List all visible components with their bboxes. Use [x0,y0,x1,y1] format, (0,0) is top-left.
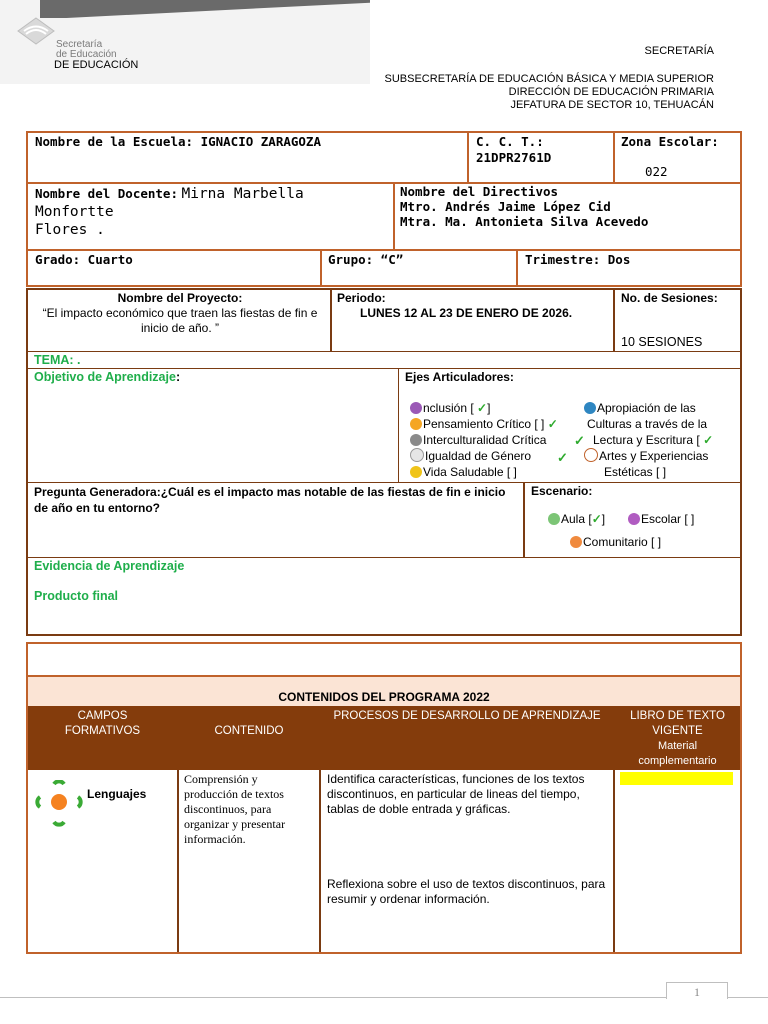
header-secretaria: SECRETARÍA [644,45,714,57]
zona-value: 022 [645,164,668,179]
grado: Grado: Cuarto [35,252,133,267]
apropiacion-icon [584,402,596,414]
logo-subtitle: DE EDUCACIÓN [54,59,139,71]
zona-label: Zona Escolar: [621,134,719,149]
comunitario-icon [570,536,582,548]
eje-apropiacion-label2: Culturas a través de la [587,417,708,431]
objetivo-label: Objetivo de Aprendizaje [34,370,176,384]
pregunta-generadora: Pregunta Generadora:¿Cuál es el impacto mas notable de las fiestas de fin e inicio de año en tu entorno? [34,485,506,515]
header-line1: SUBSECRETARÍA DE EDUCACIÓN BÁSICA Y MEDIA SUPERIOR [384,73,714,85]
logo-line2: de Educación [56,49,117,60]
check-icon: ✓ [574,433,585,448]
eje-inclusion [410,400,558,416]
eje-igualdad [410,448,558,464]
header-lines [385,73,714,112]
objetivo-colon: : [175,370,181,384]
eje-apropiacion-label1: Apropiación de las [597,401,696,415]
footer-line [0,997,768,998]
ejes-left [410,400,558,480]
cct [476,134,551,166]
eje-pensamiento [410,416,558,432]
producto-label: Producto final [34,589,119,603]
escenario-label: Escenario: [531,484,593,498]
grupo: Grupo: “C” [328,252,404,267]
eje-lectura [593,432,713,448]
inclusion-icon [410,402,422,414]
escenario-aula [548,512,605,526]
ejes-right [584,400,707,432]
logo-text [56,40,117,60]
col-libro [620,709,735,769]
eje-vida-label: Vida Saludable [ ] [423,465,517,479]
project-name-value: “El impacto económico que traen las fiestas de fin e inicio de año. ” [42,306,318,335]
docente [35,185,390,239]
ejes-label: Ejes Articuladores: [405,370,514,384]
comunitario-label: Comunitario [ ] [583,535,662,549]
cct-label: C. C. T.: [476,134,544,149]
periodo-value: LUNES 12 AL 23 DE ENERO DE 2026. [360,306,573,320]
eje-igualdad-label: Igualdad de Género [425,449,532,463]
docente-value2: Flores . [35,222,105,238]
escenario-comunitario [570,535,661,549]
aula-icon [548,513,560,525]
col-campos: CAMPOS FORMATIVOS [64,710,141,737]
logo-line1: Secretaría [56,39,103,50]
proceso-1: Identifica características, funciones de los textos discontinuos, en particular de lineas del tiempo, tablas de doble entrada y gráficas. [327,772,585,816]
eje-interculturalidad [410,432,558,448]
check-icon: ✓ [557,450,568,465]
directivo-2: Mtra. Ma. Antonieta Silva Acevedo [400,214,649,229]
escenario-escolar [628,512,694,526]
check-icon: ✓ [547,417,558,431]
col-material: Material complementario [638,740,717,767]
pensamiento-icon [410,418,422,430]
directivos [400,184,648,229]
page-number: 1 [666,982,728,999]
header-line2: DIRECCIÓN DE EDUCACIÓN PRIMARIA [508,86,714,98]
eje-interculturalidad-label: Interculturalidad Crítica [423,433,547,447]
docente-value: Mirna Marbella Monfortte [35,186,304,220]
eje-artes-label1: Artes y Experiencias [599,449,709,463]
directivo-1: Mtro. Andrés Jaime López Cid [400,199,611,214]
eje-pensamiento-label: Pensamiento Crítico [ ] [423,417,545,431]
aula-end: ] [601,512,606,526]
artes-icon [584,448,598,462]
project-name-label: Nombre del Proyecto: [117,291,243,305]
docente-label: Nombre del Docente: [35,186,178,201]
col-contenido: CONTENIDO [214,725,284,737]
eje-vida [410,464,558,480]
objetivo [34,370,180,384]
eje-lectura-label: Lectura y Escritura [ [593,433,700,447]
interculturalidad-icon [410,434,422,446]
escolar-label: Escolar [ ] [641,512,695,526]
eje-inclusion-end: ] [487,401,491,415]
evidencia-label: Evidencia de Aprendizaje [34,559,185,573]
col-procesos: PROCESOS DE DESARROLLO DE APRENDIZAJE [333,710,601,722]
school-name: Nombre de la Escuela: IGNACIO ZARAGOZA [35,134,321,149]
eje-artes-label2: Estéticas [ ] [604,465,667,479]
project-name [32,291,328,336]
contenido-text: Comprensión y producción de textos discontinuos, para organizar y presentar información. [184,772,286,846]
igualdad-icon [410,448,424,462]
check-icon: ✓ [703,433,714,447]
periodo-label: Periodo: [337,291,386,305]
vida-saludable-icon [410,466,422,478]
tema: TEMA: . [34,353,81,367]
proceso-2: Reflexiona sobre el uso de textos discontinuos, para resumir y ordenar información. [327,877,606,906]
escolar-icon [628,513,640,525]
program-title: CONTENIDOS DEL PROGRAMA 2022 [278,690,490,704]
check-icon: ✓ [477,401,488,415]
sesiones-value: 10 SESIONES [621,335,703,349]
lenguajes-icon [34,780,84,828]
campo-lenguajes: Lenguajes [87,787,147,801]
eje-artes [584,448,708,480]
aula-label: Aula [ [561,512,592,526]
cct-value: 21DPR2761D [476,150,552,165]
col-libro-title: LIBRO DE TEXTO VIGENTE [630,710,725,737]
directivos-label: Nombre del Directivos [400,184,559,199]
header-line3: JEFATURA DE SECTOR 10, TEHUACÁN [510,99,714,111]
sep-logo-icon [16,16,56,46]
sesiones-label: No. de Sesiones: [621,291,718,305]
eje-inclusion-label: nclusión [ [423,401,474,415]
eje-apropiacion [584,400,707,416]
trimestre: Trimestre: Dos [525,252,631,267]
highlight-cell [620,772,733,785]
check-icon: ✓ [591,512,602,526]
